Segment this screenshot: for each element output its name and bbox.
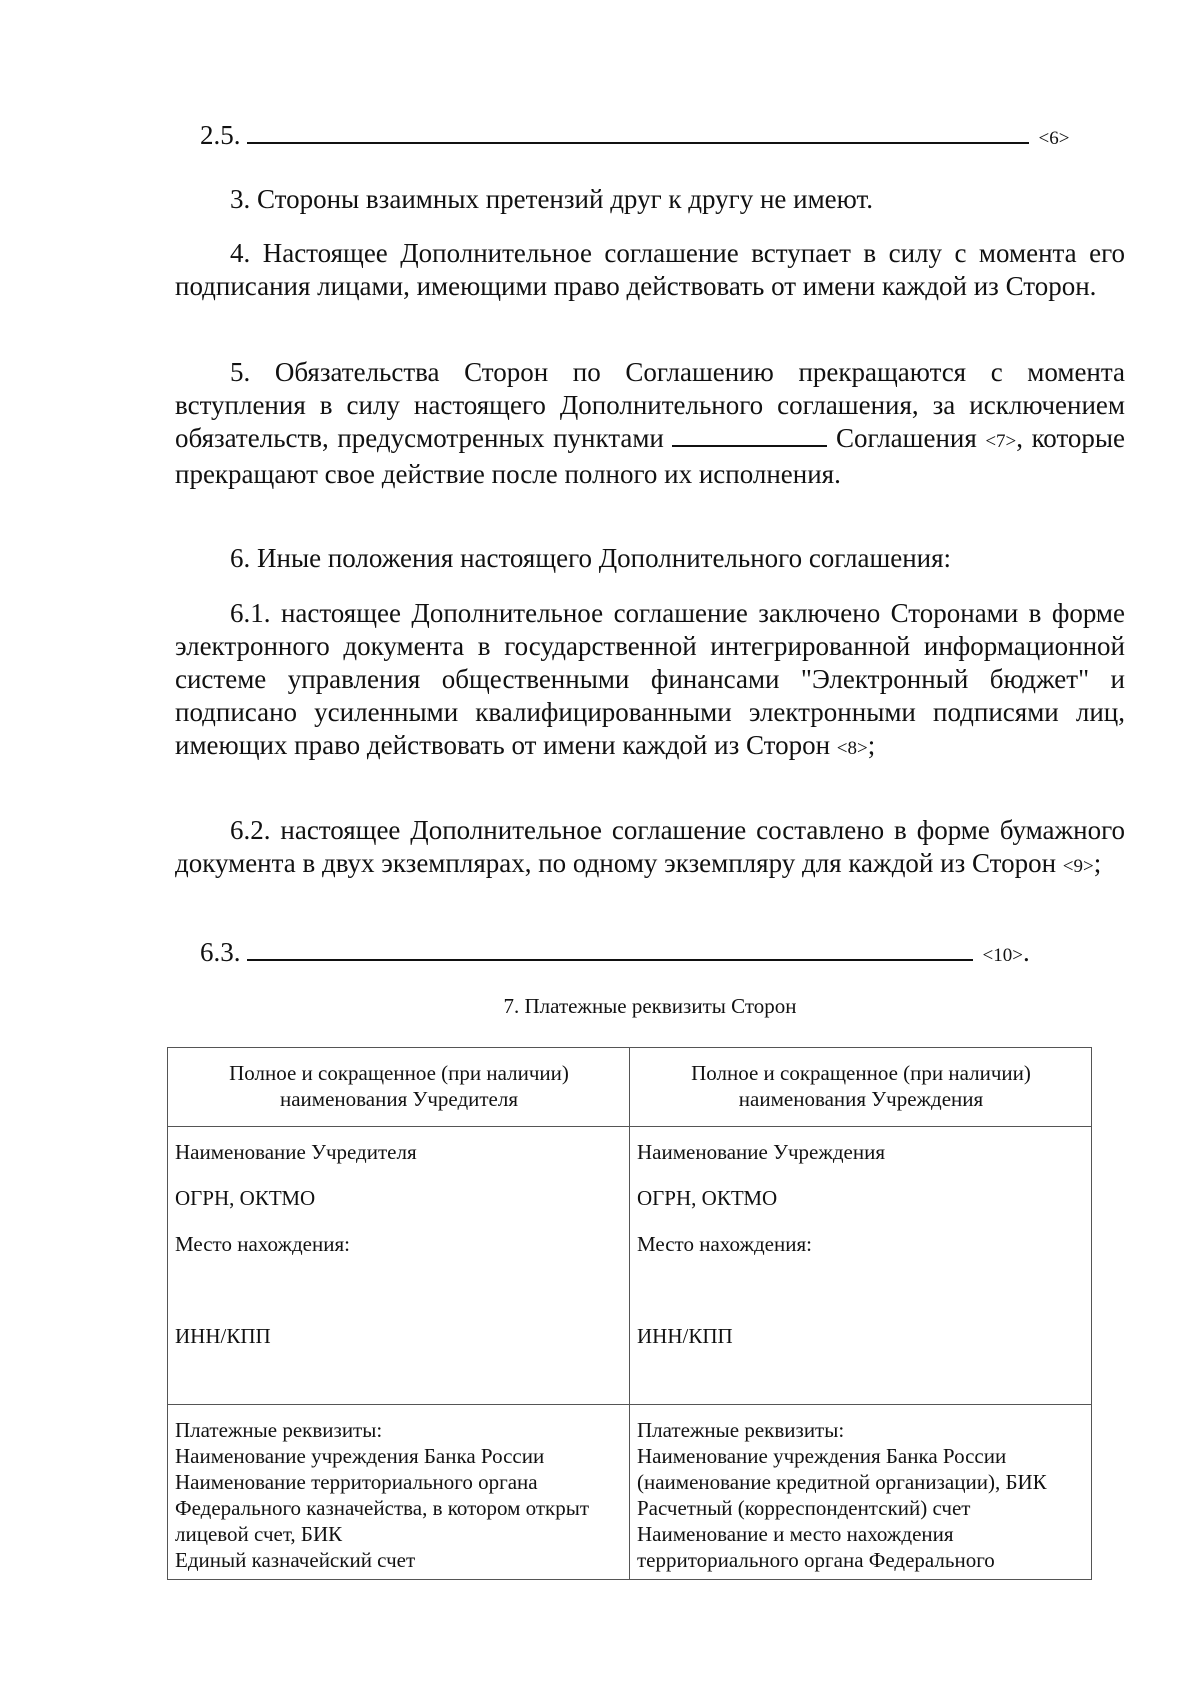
payment-title: Платежные реквизиты: <box>637 1418 845 1442</box>
item-6: 6. Иные положения настоящего Дополнительного соглашения: <box>230 543 952 573</box>
table-row <box>168 1405 1092 1580</box>
footnote-ref: <9> <box>1062 856 1094 877</box>
footnote-ref: <6> <box>1038 128 1070 149</box>
payment-line: лицевой счет, БИК <box>175 1522 343 1546</box>
payment-line: территориального органа Федерального <box>637 1548 995 1572</box>
institution-payment-cell <box>630 1405 1092 1580</box>
payment-line: (наименование кредитной организации), БИК <box>637 1470 1047 1494</box>
table-row <box>168 1127 1092 1405</box>
item-2-5 <box>200 118 1069 155</box>
payment-line: Расчетный (корреспондентский) счет <box>637 1496 971 1520</box>
payment-line: Наименование территориального органа <box>175 1470 538 1494</box>
payment-details-table <box>167 1047 1092 1580</box>
footnote-ref: <7> <box>985 431 1017 452</box>
header-institution: Полное и сокращенное (при наличии) наименования Учреждения <box>630 1048 1092 1127</box>
item-6-1: 6.1. настоящее Дополнительное соглашение заключено Сторонами в форме электронного документа в государственной интегрированной информационной системе управления общественными финансами "Электронный бюджет" и подписано усиленными квалифицированными электронными подписями лиц, имеющих право действовать от имени каждой из Сторон <8>; <box>175 598 1125 760</box>
payment-title: Платежные реквизиты: <box>175 1418 383 1442</box>
payment-line: Наименование учреждения Банка России <box>175 1444 545 1468</box>
header-founder: Полное и сокращенное (при наличии) наименования Учредителя <box>168 1048 630 1127</box>
payment-line: Наименование и место нахождения <box>637 1522 954 1546</box>
item-3: 3. Стороны взаимных претензий друг к другу не имеют. <box>230 184 874 214</box>
founder-info-cell <box>168 1127 630 1405</box>
item-6-2: 6.2. настоящее Дополнительное соглашение составлено в форме бумажного документа в двух экземплярах, по одному экземпляру для каждой из Сторон <9>; <box>175 815 1125 878</box>
institution-info-cell <box>630 1127 1092 1405</box>
item-6-3-number: 6.3. <box>200 937 241 967</box>
founder-location-label: Место нахождения: <box>175 1232 350 1256</box>
founder-inn-label: ИНН/КПП <box>175 1324 271 1348</box>
founder-ogrn-label: ОГРН, ОКТМО <box>175 1186 316 1210</box>
payment-line: Федерального казначейства, в котором открыт <box>175 1496 590 1520</box>
item-4: 4. Настоящее Дополнительное соглашение вступает в силу с момента его подписания лицами, имеющими право действовать от имени каждой из Сторон. <box>175 238 1125 301</box>
institution-location-label: Место нахождения: <box>637 1232 812 1256</box>
institution-ogrn-label: ОГРН, ОКТМО <box>637 1186 778 1210</box>
item-5: 5. Обязательства Сторон по Соглашению прекращаются с момента вступления в силу настоящего Дополнительного соглашения, за исключением обязательств, предусмотренных пунктами Соглашения <7>, которые прекращают свое действие после полного их исполнения. <box>175 357 1126 489</box>
fill-in-blank <box>672 423 827 447</box>
fill-in-blank <box>247 935 973 961</box>
payment-line: Наименование учреждения Банка России <box>637 1444 1007 1468</box>
payment-line: Единый казначейский счет <box>175 1548 416 1572</box>
section-title: 7. Платежные реквизиты Сторон <box>503 994 797 1018</box>
founder-name-label: Наименование Учредителя <box>175 1140 417 1164</box>
footnote-ref: <8> <box>836 738 868 759</box>
founder-payment-cell <box>168 1405 630 1580</box>
item-6-3: 6.3. <10>. <box>200 937 1030 967</box>
institution-name-label: Наименование Учреждения <box>637 1140 885 1164</box>
institution-inn-label: ИНН/КПП <box>637 1324 733 1348</box>
table-header-row <box>168 1048 1092 1127</box>
footnote-ref: <10> <box>982 945 1023 966</box>
item-2-5-number: 2.5. <box>200 120 241 150</box>
fill-in-blank <box>247 118 1029 144</box>
